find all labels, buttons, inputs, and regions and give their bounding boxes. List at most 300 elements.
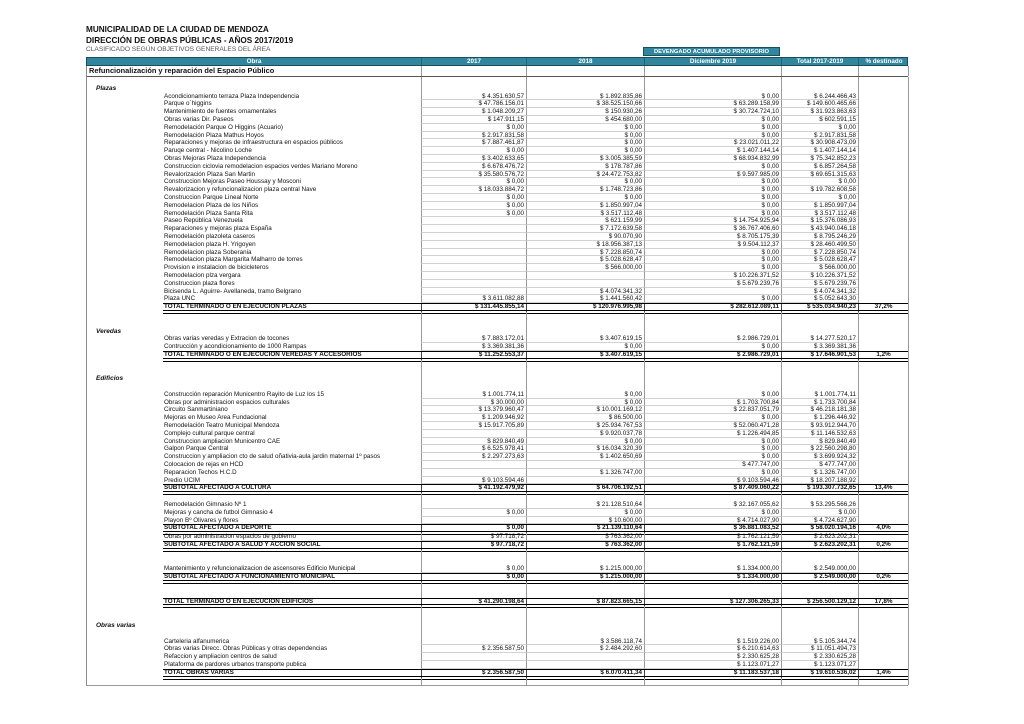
value-total-cell: $ 6.244.466,43 — [781, 93, 858, 101]
value-2017-cell: $ 47.786.156,01 — [421, 100, 526, 108]
value-dic-2019-cell: $ 0,00 — [644, 256, 781, 264]
value-2018-cell — [526, 85, 644, 93]
value-total-cell: $ 149.600.465,66 — [781, 100, 858, 108]
group-label — [87, 477, 163, 485]
value-dic-2019-cell: $ 14.754.925,94 — [644, 217, 781, 225]
value-dic-2019-cell: $ 1.703.700,84 — [644, 399, 781, 407]
obra-cell: Construccion Mejoras Paseo Houssay y Mosconi — [164, 178, 301, 186]
value-dic-2019-cell: $ 23.021.011,22 — [644, 139, 781, 147]
group-label — [87, 171, 163, 179]
pct-destinado-cell — [858, 399, 909, 407]
group-label — [87, 391, 163, 399]
pct-destinado-cell — [858, 582, 909, 590]
pct-destinado-cell — [858, 383, 909, 391]
obra-cell: Complejo cultural parque central — [164, 429, 255, 437]
column-header-2017: 2017 — [421, 58, 526, 65]
pct-destinado-cell — [858, 93, 909, 101]
value-dic-2019-cell — [644, 288, 781, 296]
value-2017-cell — [421, 493, 526, 501]
table-row — [87, 225, 908, 233]
value-total-cell: $ 1.326.747,00 — [781, 469, 858, 477]
value-total-cell: $ 1.123.071,27 — [781, 661, 858, 669]
value-2017-cell: $ 9.103.594,46 — [421, 477, 526, 485]
pct-destinado-cell — [858, 124, 909, 132]
value-total-cell: $ 3.517.112,48 — [781, 210, 858, 218]
value-2017-cell: $ 0,00 — [421, 202, 526, 210]
group-label — [87, 406, 163, 414]
pct-destinado-cell — [858, 630, 909, 638]
value-total-cell — [781, 383, 858, 391]
value-dic-2019-cell — [644, 375, 781, 383]
obra-cell: Reparaciones y mejoras plaza España — [164, 225, 272, 233]
value-dic-2019-cell — [644, 328, 781, 336]
pct-destinado-cell — [858, 653, 909, 661]
pct-destinado-cell — [858, 445, 909, 453]
value-2018-cell — [526, 606, 644, 614]
obra-cell: TOTAL TERMINADO O EN EJECUCIÓN VEREDAS Y ACCESORIOS — [164, 350, 362, 358]
obra-cell: Remodelacion plaza Margarita Malharro de torres — [164, 256, 303, 264]
obra-cell — [163, 320, 421, 328]
column-header-total: Total 2017-2019 — [781, 58, 858, 65]
value-2017-cell: $ 2.297.273,63 — [421, 453, 526, 461]
value-dic-2019-cell: $ 282.612.089,11 — [644, 303, 781, 312]
column-header-dic-2019: Diciembre 2019 — [644, 58, 781, 65]
value-2018-cell: $ 21.128.510,64 — [526, 501, 644, 509]
table-body — [87, 77, 908, 685]
pct-destinado-cell — [858, 202, 909, 210]
value-2017-cell — [421, 630, 526, 638]
group-label — [87, 77, 163, 85]
value-total-cell: $ 4.074.341,32 — [781, 288, 858, 296]
table-row — [87, 147, 908, 155]
total-row — [87, 303, 908, 312]
value-2018-cell — [526, 320, 644, 328]
value-total-cell: $ 46.218.181,38 — [781, 406, 858, 414]
group-label — [87, 139, 163, 147]
value-dic-2019-cell: $ 6.210.614,63 — [644, 645, 781, 653]
value-2017-cell — [421, 288, 526, 296]
value-2017-cell: $ 97.718,72 — [421, 541, 526, 550]
value-2017-cell — [421, 501, 526, 509]
group-label — [87, 288, 163, 296]
group-label — [87, 653, 163, 661]
value-total-cell: $ 10.226.371,52 — [781, 272, 858, 280]
group-label — [87, 445, 163, 453]
value-dic-2019-cell — [644, 622, 781, 630]
value-2018-cell — [526, 360, 644, 368]
value-total-cell — [781, 328, 858, 336]
table-row — [87, 430, 908, 438]
group-label — [87, 533, 163, 541]
value-total-cell: $ 2.917.831,58 — [781, 132, 858, 140]
value-dic-2019-cell: $ 0,00 — [644, 445, 781, 453]
obra-cell: TOTAL TERMINADO O EN EJECUCIÓN PLAZAS — [164, 303, 307, 311]
group-label — [87, 241, 163, 249]
value-2017-cell — [421, 272, 526, 280]
value-total-cell: $ 535.034.940,23 — [781, 303, 858, 312]
value-2018-cell: $ 1.215.000,00 — [526, 565, 644, 573]
value-2018-cell: $ 0,00 — [526, 124, 644, 132]
value-dic-2019-cell: $ 9.103.594,46 — [644, 477, 781, 485]
table-row — [87, 469, 908, 477]
value-2018-cell: $ 87.823.665,15 — [526, 598, 644, 607]
obra-cell: Remodelacion plaza Soberania — [164, 248, 252, 256]
value-dic-2019-cell: $ 0,00 — [644, 453, 781, 461]
table-row — [87, 399, 908, 407]
value-2017-cell: $ 11.252.553,37 — [421, 351, 526, 360]
table-row — [87, 501, 908, 509]
value-2017-cell — [421, 241, 526, 249]
value-dic-2019-cell: $ 0,00 — [644, 391, 781, 399]
group-label — [87, 558, 163, 566]
value-2018-cell: $ 9.920.037,78 — [526, 430, 644, 438]
pct-destinado-cell — [858, 194, 909, 202]
obra-cell — [163, 630, 421, 638]
value-total-cell — [781, 630, 858, 638]
group-label — [87, 108, 163, 116]
value-2017-cell: $ 97.718,72 — [421, 533, 526, 541]
group-label — [87, 367, 163, 375]
value-total-cell: $ 53.295.566,26 — [781, 501, 858, 509]
group-label — [87, 550, 163, 558]
value-total-cell: $ 4.724.627,90 — [781, 517, 858, 525]
group-label — [87, 383, 163, 391]
table-row — [87, 391, 908, 399]
value-total-cell: $ 8.795.246,29 — [781, 233, 858, 241]
value-total-cell: $ 0,00 — [781, 509, 858, 517]
value-total-cell — [781, 360, 858, 368]
pct-destinado-cell — [858, 241, 909, 249]
value-total-cell: $ 602.591,15 — [781, 116, 858, 124]
value-2017-cell: $ 0,00 — [421, 210, 526, 218]
obra-cell — [163, 375, 421, 383]
value-2018-cell: $ 1.215.000,00 — [526, 573, 644, 582]
value-2017-cell: $ 30.000,00 — [421, 399, 526, 407]
doc-header — [86, 25, 293, 55]
value-2018-cell — [526, 77, 644, 85]
value-dic-2019-cell — [644, 550, 781, 558]
pct-destinado-cell — [858, 210, 909, 218]
total-row — [87, 573, 908, 582]
value-total-cell: $ 43.940.046,18 — [781, 225, 858, 233]
obra-cell: Refaccion y ampliacion centros de salud — [164, 653, 277, 661]
obra-cell — [163, 606, 421, 614]
table-header-row — [86, 57, 908, 66]
value-2018-cell: $ 7.172.639,58 — [526, 225, 644, 233]
value-dic-2019-cell: $ 36.767.406,60 — [644, 225, 781, 233]
obra-cell — [163, 360, 421, 368]
group-label — [87, 493, 163, 501]
table-row — [87, 178, 908, 186]
value-total-cell: $ 6.857.264,58 — [781, 163, 858, 171]
table-row — [87, 422, 908, 430]
table-row — [87, 445, 908, 453]
obra-cell — [163, 328, 421, 336]
value-2017-cell: $ 2.356.587,50 — [421, 645, 526, 653]
table-row — [87, 163, 908, 171]
pct-destinado-cell — [858, 493, 909, 501]
obra-cell: TOTAL TERMINADO O EN EJECUCIÓN EDIFICIOS — [164, 597, 314, 605]
obra-cell: Acondicionamiento terraza Plaza Independencia — [164, 92, 300, 100]
group-label — [87, 210, 163, 218]
value-2018-cell — [526, 477, 644, 485]
value-2017-cell: $ 15.917.705,89 — [421, 422, 526, 430]
value-2018-cell: $ 90.070,90 — [526, 233, 644, 241]
spacer-row — [87, 493, 908, 501]
value-dic-2019-cell — [644, 678, 781, 686]
total-row — [87, 541, 908, 550]
value-2018-cell — [526, 653, 644, 661]
obra-cell — [163, 493, 421, 501]
value-total-cell: $ 2.330.625,28 — [781, 653, 858, 661]
pct-destinado-cell — [858, 77, 909, 85]
pct-destinado-cell — [858, 139, 909, 147]
group-label — [87, 155, 163, 163]
obra-cell: Revalorización Plaza San Martin — [164, 170, 255, 178]
value-total-cell: $ 1.296.446,92 — [781, 414, 858, 422]
value-2018-cell — [526, 375, 644, 383]
value-dic-2019-cell: $ 0,00 — [644, 264, 781, 272]
pct-destinado-cell — [858, 178, 909, 186]
value-2018-cell: $ 566.000,00 — [526, 264, 644, 272]
value-dic-2019-cell: $ 30.724.724,10 — [644, 108, 781, 116]
spacer-row — [87, 606, 908, 614]
value-2017-cell: $ 0,00 — [421, 565, 526, 573]
pct-destinado-cell — [858, 163, 909, 171]
spacer-row — [87, 360, 908, 368]
group-label — [87, 225, 163, 233]
value-2017-cell: $ 131.445.855,14 — [421, 303, 526, 312]
table-row — [87, 186, 908, 194]
value-total-cell: $ 5.028.628,47 — [781, 256, 858, 264]
group-label — [87, 565, 163, 573]
value-2018-cell — [526, 493, 644, 501]
value-dic-2019-cell — [644, 383, 781, 391]
obra-cell: Remodelación Teatro Municipal Mendoza — [164, 422, 280, 430]
obra-cell — [163, 582, 421, 590]
group-label-row — [87, 622, 908, 630]
column-header-2018: 2018 — [526, 58, 644, 65]
value-total-cell: $ 14.277.520,17 — [781, 335, 858, 343]
pct-destinado-cell — [858, 645, 909, 653]
value-total-cell — [781, 367, 858, 375]
value-dic-2019-cell — [644, 77, 781, 85]
value-total-cell: $ 566.000,00 — [781, 264, 858, 272]
obra-cell — [163, 590, 421, 598]
pct-destinado-cell — [858, 233, 909, 241]
pct-destinado-cell: 37,2% — [858, 303, 909, 312]
obra-cell: Playon Bº Olivares y flores — [164, 516, 239, 524]
value-2017-cell — [421, 430, 526, 438]
spacer-row — [87, 678, 908, 686]
obra-cell: SUBTOTAL AFECTADO A SALUD Y ACCIÓN SOCIAL — [164, 541, 321, 549]
value-2018-cell: $ 1.850.997,04 — [526, 202, 644, 210]
pct-destinado-cell — [858, 375, 909, 383]
value-total-cell: $ 69.651.315,63 — [781, 171, 858, 179]
pct-destinado-cell — [858, 288, 909, 296]
value-total-cell: $ 2.549.000,00 — [781, 573, 858, 582]
value-total-cell: $ 93.912.944,70 — [781, 422, 858, 430]
value-total-cell: $ 15.376.086,93 — [781, 217, 858, 225]
value-total-cell — [781, 77, 858, 85]
value-dic-2019-cell — [644, 606, 781, 614]
obra-cell: Construccion ampliacion Municentro CAE — [164, 437, 281, 445]
table-row — [87, 533, 908, 541]
group-label-row — [87, 328, 908, 336]
obra-cell: Plataforma de pardores urbanos transporte publica — [164, 660, 307, 668]
table-row — [87, 139, 908, 147]
group-label: Plazas — [96, 84, 117, 92]
value-2017-cell — [421, 638, 526, 646]
obra-cell — [163, 367, 421, 375]
obra-cell: Remodelacion plza vergara — [164, 271, 241, 279]
pct-destinado-cell — [858, 517, 909, 525]
obra-cell — [163, 614, 421, 622]
value-2018-cell: $ 5.028.628,47 — [526, 256, 644, 264]
obra-cell: Obras varias veredas y Extracion de tocones — [164, 335, 290, 343]
value-dic-2019-cell: $ 0,00 — [644, 132, 781, 140]
value-2017-cell — [421, 249, 526, 257]
obra-cell: Obras por administracion espacios de gobierno — [164, 533, 296, 541]
value-2018-cell: $ 0,00 — [526, 132, 644, 140]
value-dic-2019-cell: $ 68.934.832,99 — [644, 155, 781, 163]
value-2017-cell — [421, 558, 526, 566]
value-2017-cell: $ 2.917.831,58 — [421, 132, 526, 140]
value-2018-cell: $ 0,00 — [526, 438, 644, 446]
group-label — [87, 163, 163, 171]
table-row — [87, 93, 908, 101]
value-2017-cell: $ 6.678.476,72 — [421, 163, 526, 171]
value-2017-cell — [421, 517, 526, 525]
pct-destinado-cell — [858, 422, 909, 430]
obra-cell — [163, 622, 421, 630]
empty-cell — [526, 66, 644, 76]
column-header-obra: Obra — [246, 58, 262, 65]
total-row — [87, 598, 908, 607]
table-row — [87, 100, 908, 108]
value-total-cell: $ 19.782.608,58 — [781, 186, 858, 194]
value-dic-2019-cell: $ 1.407.144,14 — [644, 147, 781, 155]
pct-destinado-cell — [858, 295, 909, 303]
group-label — [87, 414, 163, 422]
value-total-cell: $ 5.052.643,30 — [781, 295, 858, 303]
group-label — [87, 249, 163, 257]
obra-cell: Remodelación Parque O Higgins (Acuario) — [164, 123, 283, 131]
value-total-cell: $ 1.001.774,11 — [781, 391, 858, 399]
obra-cell — [163, 558, 421, 566]
pct-destinado-cell — [858, 550, 909, 558]
value-2017-cell: $ 0,00 — [421, 524, 526, 533]
obra-cell: SUBTOTAL AFECTADO A DEPORTE — [164, 524, 272, 532]
obra-cell: Circuito Sanmartiniano — [164, 406, 228, 414]
obra-cell — [163, 383, 421, 391]
obra-cell: Obras varias Direcc. Obras Públicas y otras dependencias — [164, 645, 328, 653]
pct-destinado-cell: 17,8% — [858, 598, 909, 607]
value-total-cell — [781, 312, 858, 320]
value-total-cell: $ 7.228.850,74 — [781, 249, 858, 257]
value-dic-2019-cell: $ 0,00 — [644, 194, 781, 202]
value-total-cell: $ 11.146.532,63 — [781, 430, 858, 438]
value-total-cell — [781, 375, 858, 383]
value-total-cell: $ 18.207.188,92 — [781, 477, 858, 485]
value-2017-cell: $ 2.356.587,50 — [421, 669, 526, 678]
value-2018-cell — [526, 582, 644, 590]
value-2018-cell: $ 0,00 — [526, 147, 644, 155]
value-dic-2019-cell: $ 32.167.055,62 — [644, 501, 781, 509]
pct-destinado-cell — [858, 469, 909, 477]
table-row — [87, 661, 908, 669]
table-row — [87, 438, 908, 446]
group-label — [87, 272, 163, 280]
value-dic-2019-cell: $ 8.705.175,39 — [644, 233, 781, 241]
value-dic-2019-cell: $ 1.226.494,85 — [644, 430, 781, 438]
value-2018-cell — [526, 630, 644, 638]
empty-cell — [644, 66, 781, 76]
value-dic-2019-cell: $ 63.289.158,99 — [644, 100, 781, 108]
value-2017-cell — [421, 217, 526, 225]
obra-cell: Carteleria alfanumerica — [164, 637, 230, 645]
obra-cell: Bicisenda L. Aguirre- Avellaneda, tramo Belgrano — [164, 287, 302, 295]
pct-destinado-cell — [858, 108, 909, 116]
obra-cell: Remodelación Gimnasio Nº 1 — [164, 501, 247, 509]
group-label — [87, 116, 163, 124]
table-row — [87, 453, 908, 461]
value-total-cell — [781, 590, 858, 598]
spacer-row — [87, 558, 908, 566]
value-2017-cell — [421, 614, 526, 622]
group-label — [87, 541, 163, 550]
group-label — [87, 335, 163, 343]
value-dic-2019-cell: $ 11.183.537,18 — [644, 669, 781, 678]
obra-cell: Reparacion Techos H.C.D — [164, 468, 237, 476]
pct-destinado-cell — [858, 461, 909, 469]
value-2017-cell: $ 1.001.774,11 — [421, 391, 526, 399]
value-2018-cell: $ 1.892.835,86 — [526, 93, 644, 101]
value-total-cell — [781, 582, 858, 590]
group-label: Edificios — [96, 375, 124, 383]
group-label — [87, 582, 163, 590]
value-dic-2019-cell: $ 4.714.027,90 — [644, 517, 781, 525]
value-2018-cell: $ 0,00 — [526, 194, 644, 202]
value-2018-cell — [526, 678, 644, 686]
group-label — [87, 484, 163, 493]
group-label — [87, 430, 163, 438]
value-dic-2019-cell: $ 0,00 — [644, 509, 781, 517]
value-2017-cell: $ 7.887.461,87 — [421, 139, 526, 147]
obra-cell: Mejoras en Museo Area Fundacional — [164, 414, 267, 422]
group-label — [87, 630, 163, 638]
obra-cell: Remodelacion plaza H. Yrigoyen — [164, 240, 256, 248]
value-dic-2019-cell: $ 5.679.239,76 — [644, 280, 781, 288]
value-dic-2019-cell: $ 0,00 — [644, 163, 781, 171]
value-dic-2019-cell: $ 1.334.000,00 — [644, 573, 781, 582]
value-dic-2019-cell: $ 0,00 — [644, 202, 781, 210]
value-2017-cell: $ 0,00 — [421, 573, 526, 582]
value-2017-cell — [421, 320, 526, 328]
value-total-cell: $ 22.560.298,80 — [781, 445, 858, 453]
value-dic-2019-cell — [644, 312, 781, 320]
value-total-cell: $ 58.020.194,16 — [781, 524, 858, 533]
value-total-cell: $ 2.623.202,31 — [781, 541, 858, 550]
table-row — [87, 565, 908, 573]
pct-destinado-cell — [858, 367, 909, 375]
value-dic-2019-cell: $ 2.330.625,28 — [644, 653, 781, 661]
group-label — [87, 645, 163, 653]
pct-destinado-cell — [858, 100, 909, 108]
value-2017-cell: $ 0,00 — [421, 178, 526, 186]
obra-cell: Paseo República Venezuela — [164, 217, 243, 225]
obra-cell: Plaza UNC — [164, 295, 196, 303]
